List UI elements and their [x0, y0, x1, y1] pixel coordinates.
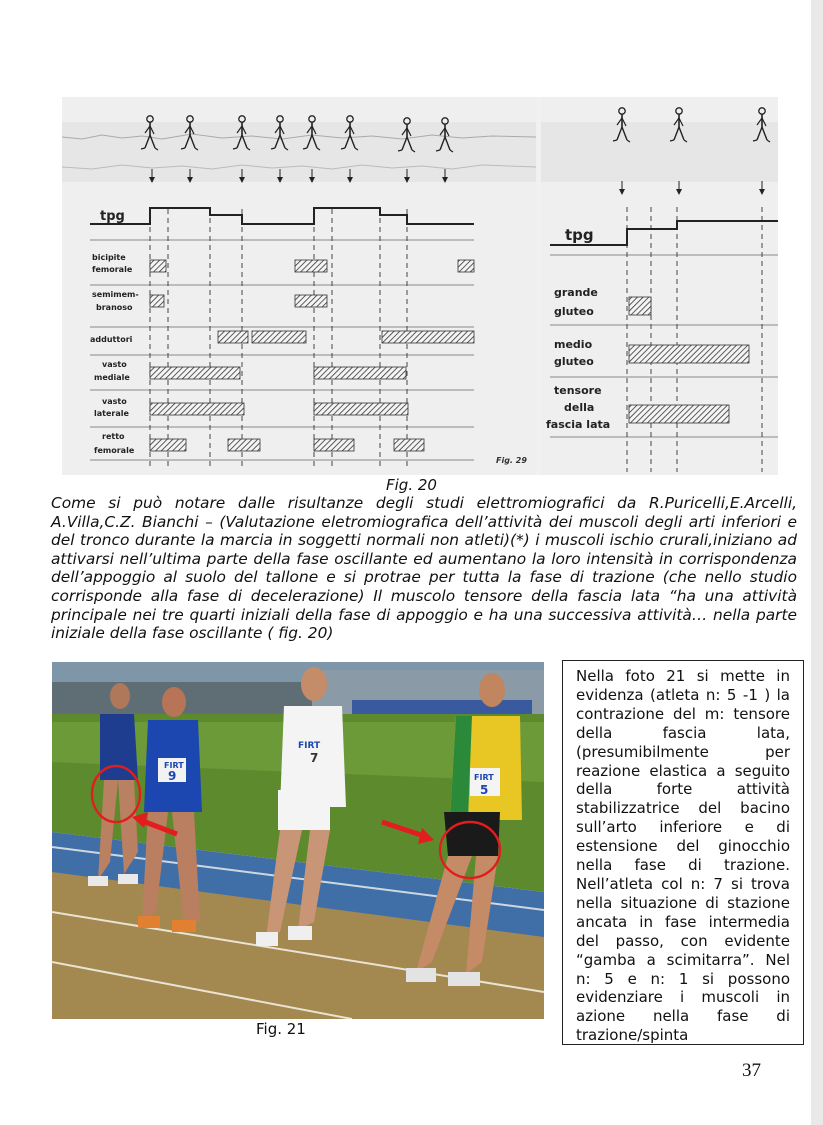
- label-semimem-1: semimem-: [92, 290, 139, 299]
- page-edge: [811, 0, 823, 1125]
- label-grande-1: grande: [554, 286, 598, 299]
- page-number: 37: [742, 1060, 761, 1081]
- label-retto-2: femorale: [94, 446, 135, 455]
- label-vasto-m-2: mediale: [94, 373, 130, 382]
- right-tpg-label: tpg: [565, 226, 594, 244]
- label-bicipite-2: femorale: [92, 265, 133, 274]
- label-retto-1: retto: [102, 432, 125, 441]
- label-bicipite-1: bicipite: [92, 253, 126, 262]
- annotation-box: [562, 660, 804, 1045]
- bib-7-number: 7: [310, 751, 319, 765]
- label-medio-2: gluteo: [554, 355, 594, 368]
- label-semimem-2: branoso: [96, 303, 133, 312]
- figure-21-caption: Fig. 21: [256, 1020, 306, 1038]
- label-vasto-l-1: vasto: [102, 397, 127, 406]
- label-tensore-1: tensore: [554, 384, 602, 397]
- label-tensore-3: fascia lata: [546, 418, 611, 431]
- label-tensore-2: della: [564, 401, 595, 414]
- bib-7-brand: FIRT: [298, 741, 321, 751]
- label-vasto-m-1: vasto: [102, 360, 127, 369]
- label-medio-1: medio: [554, 338, 593, 351]
- annotation-text: Nella foto 21 si mette in evidenza (atleta n: 5 -1 ) la contrazione del m: tensore della fascia lata, (presumibilmente per reazione elastica a seguito della forte attività stabilizzatrice del bacino sull’arto inferiore e di estensione del ginocchio nella fase di trazione. Nell’atleta col n: 7 si trova nella situazione di stazione ancata in fase intermedia del passo, con evidente “gamba a scimitarra”. Nel n: 5 e n: 1 si possono evidenziare i muscoli in azione nella fase di trazione/spinta: [576, 667, 790, 1045]
- label-vasto-l-2: laterale: [94, 409, 129, 418]
- left-tpg-label: tpg: [100, 209, 125, 224]
- emg-diagram: [62, 97, 778, 475]
- bib-5-number: 5: [480, 783, 489, 797]
- bib-5-brand: FIRT: [474, 773, 494, 782]
- figure-20: [62, 97, 778, 475]
- inner-fig-label: Fig. 29: [496, 456, 527, 465]
- label-adduttori: adduttori: [90, 335, 133, 344]
- bib-9-brand: FIRT: [164, 761, 184, 770]
- label-grande-2: gluteo: [554, 305, 594, 318]
- body-paragraph: Come si può notare dalle risultanze degli studi elettromiografici da R.Puricelli,E.Arcelli, A.Villa,C.Z. Bianchi – (Valutazione eletromiografica dell’attività dei muscoli degli arti inferiori e del tronco durante la marcia in soggetti normali non atleti)(*) i muscoli ischio crurali,iniziano ad attivarsi nell’ultima parte della fase oscillante ed aumentano la loro intensità in corrispondenza dell’appoggio al suolo del tallone e si protrae per tutta la fase di trazione (che nello studio corrisponde alla fase di decelerazione) Il muscolo tensore della fascia lata “ha una attività principale nei tre quarti iniziali della fase di appoggio e ha una successiva attività… nella parte iniziale della fase oscillante ( fig. 20): [51, 494, 797, 643]
- bib-9-number: 9: [168, 769, 177, 783]
- race-walking-photo: [52, 662, 544, 1019]
- figure-20-caption: Fig. 20: [386, 476, 437, 494]
